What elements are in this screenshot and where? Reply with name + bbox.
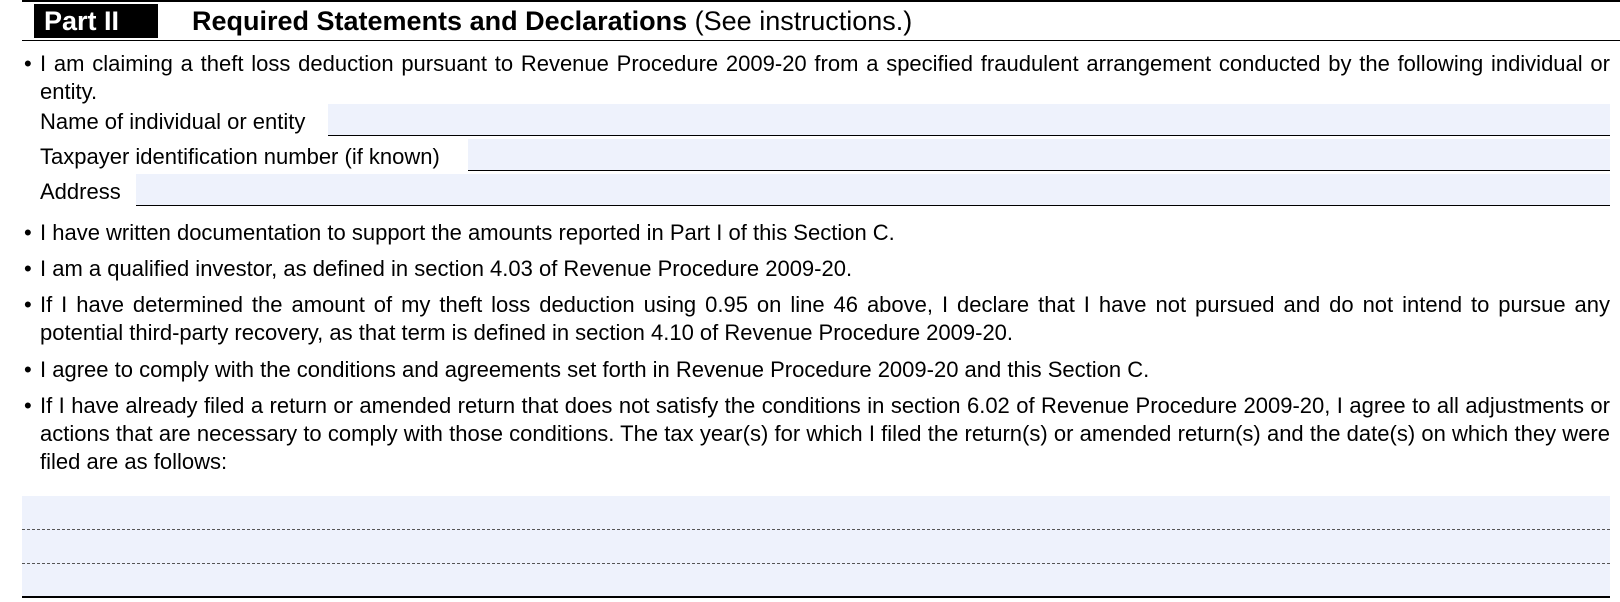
tin-input[interactable] bbox=[468, 139, 1610, 171]
part-label: Part II bbox=[34, 4, 158, 38]
prior-returns-line-3[interactable] bbox=[22, 564, 1610, 598]
prior-returns-line-2[interactable] bbox=[22, 530, 1610, 564]
part-header bbox=[22, 2, 1620, 41]
statement-theft-loss: • I am claiming a theft loss deduction pursuant to Revenue Procedure 2009-20 from a specified fraudulent arrangement conducted by the following individual or entity. bbox=[22, 50, 1610, 106]
statement-prior-returns: • If I have already filed a return or amended return that does not satisfy the conditions in section 6.02 of Revenue Procedure 2009-20, I agree to all adjustments or actions that are necessary to comply with those conditions. The tax year(s) for which I filed the return(s) or amended return(s) and the date(s) on which they were filed are as follows: bbox=[22, 392, 1610, 476]
name-field-row bbox=[40, 104, 1620, 138]
statement-third-party-recovery: • If I have determined the amount of my theft loss deduction using 0.95 on line 46 above, I declare that I have not pursued and do not intend to pursue any potential third-party recovery, as that term is defined in section 4.10 of Revenue Procedure 2009-20. bbox=[22, 291, 1610, 347]
part-title-text: Required Statements and Declarations bbox=[192, 6, 688, 36]
tin-field-label: Taxpayer identification number (if known) bbox=[40, 144, 440, 169]
statement-documentation: • I have written documentation to support the amounts reported in Part I of this Section C. bbox=[22, 219, 1610, 247]
name-input[interactable] bbox=[328, 104, 1610, 136]
part-title-note: (See instructions.) bbox=[694, 6, 913, 36]
address-field-label: Address bbox=[40, 179, 121, 204]
tin-field-row bbox=[40, 139, 1620, 173]
name-field-label: Name of individual or entity bbox=[40, 109, 306, 134]
part-title bbox=[192, 4, 912, 38]
prior-returns-line-1[interactable] bbox=[22, 496, 1610, 530]
statement-comply: • I agree to comply with the conditions and agreements set forth in Revenue Procedure 2009-20 and this Section C. bbox=[22, 356, 1610, 384]
address-input[interactable] bbox=[136, 174, 1610, 206]
address-field-row bbox=[40, 174, 1620, 208]
statement-qualified-investor: • I am a qualified investor, as defined in section 4.03 of Revenue Procedure 2009-20. bbox=[22, 255, 1610, 283]
